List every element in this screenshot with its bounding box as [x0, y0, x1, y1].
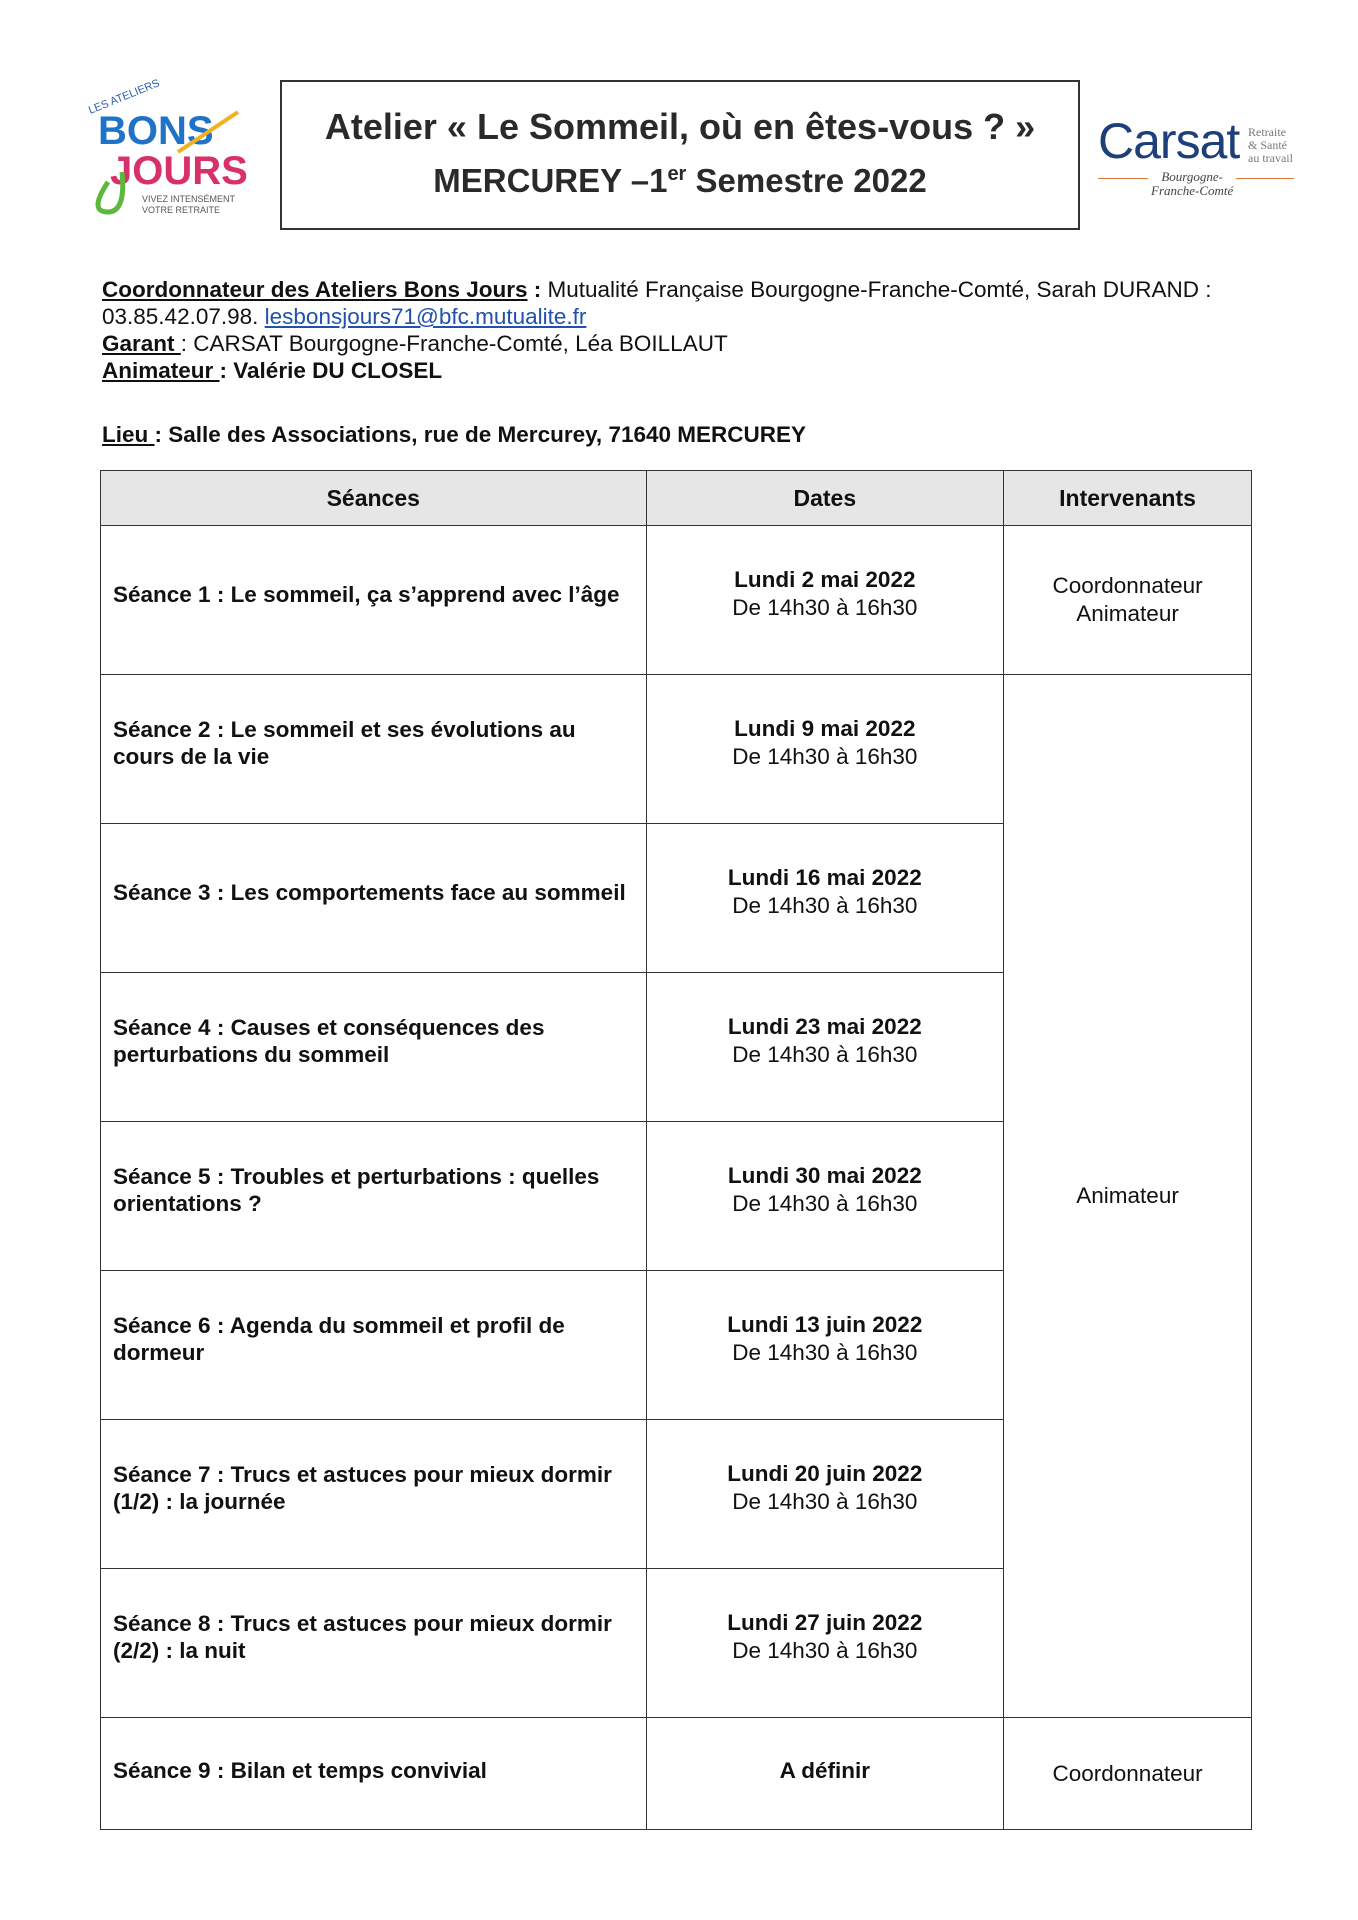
- logo-top-text: LES ATELIERS: [86, 77, 162, 117]
- animateur-line: Animateur : Valérie DU CLOSEL: [102, 358, 443, 383]
- table-row: [101, 526, 1252, 675]
- logo-brand-line1: BONS: [98, 109, 214, 153]
- bons-jours-logo: [78, 72, 258, 222]
- carsat-region: Bourgogne- Franche-Comté: [1148, 170, 1236, 198]
- header-seances: Séances: [101, 471, 647, 526]
- header-dates: Dates: [646, 471, 1004, 526]
- page-subtitle: MERCUREY –1er Semestre 2022: [433, 162, 927, 199]
- logo-tagline1: VIVEZ INTENSÉMENT: [142, 194, 236, 204]
- email-link[interactable]: lesbonsjours71@bfc.mutualite.fr: [264, 304, 587, 329]
- date-cell: Lundi 9 mai 2022 De 14h30 à 16h30: [646, 675, 1004, 824]
- session-cell: Séance 5 : Troubles et perturbations : quelles orientations ?: [101, 1122, 647, 1271]
- logo-brand-line2: JOURS: [110, 149, 248, 193]
- table-row: [101, 1718, 1252, 1830]
- session-cell: Séance 2 : Le sommeil et ses évolutions au cours de la vie: [101, 675, 647, 824]
- intervenant-cell: Animateur: [1004, 675, 1252, 1718]
- lieu-line: Lieu : Salle des Associations, rue de Mercurey, 71640 MERCUREY: [102, 422, 807, 447]
- date-cell: Lundi 27 juin 2022 De 14h30 à 16h30: [646, 1569, 1004, 1718]
- page-title: Atelier « Le Sommeil, où en êtes-vous ? »: [324, 106, 1036, 147]
- session-cell: Séance 1 : Le sommeil, ça s’apprend avec l’âge: [101, 526, 647, 675]
- carsat-side-text: Retraite & Santé au travail: [1248, 125, 1293, 165]
- logo-tagline2: VOTRE RETRAITE: [142, 205, 221, 215]
- table-header-row: [101, 471, 1252, 526]
- carsat-logo: [1098, 112, 1298, 207]
- garant-line: Garant : CARSAT Bourgogne-Franche-Comté, Léa BOILLAUT: [102, 331, 728, 356]
- intervenant-cell: Coordonnateur: [1004, 1718, 1252, 1830]
- table-row: [101, 675, 1252, 824]
- date-cell: Lundi 20 juin 2022 De 14h30 à 16h30: [646, 1420, 1004, 1569]
- date-cell: Lundi 13 juin 2022 De 14h30 à 16h30: [646, 1271, 1004, 1420]
- coordinator-line: Coordonnateur des Ateliers Bons Jours : Mutualité Française Bourgogne-Franche-Comté, Sarah DURAND : 03.85.42.07.98. lesbonsjours71@bfc.mutualite.fr: [102, 277, 1212, 329]
- header-intervenants: Intervenants: [1004, 471, 1252, 526]
- session-cell: Séance 4 : Causes et conséquences des perturbations du sommeil: [101, 973, 647, 1122]
- carsat-brand: Carsat: [1098, 113, 1240, 169]
- date-cell: Lundi 2 mai 2022 De 14h30 à 16h30: [646, 526, 1004, 675]
- session-cell: Séance 7 : Trucs et astuces pour mieux dormir (1/2) : la journée: [101, 1420, 647, 1569]
- session-cell: Séance 9 : Bilan et temps convivial: [101, 1718, 647, 1830]
- session-cell: Séance 3 : Les comportements face au sommeil: [101, 824, 647, 973]
- intervenant-cell: Coordonnateur Animateur: [1004, 526, 1252, 675]
- schedule-table: [100, 470, 1252, 1830]
- date-cell: Lundi 30 mai 2022 De 14h30 à 16h30: [646, 1122, 1004, 1271]
- session-cell: Séance 8 : Trucs et astuces pour mieux dormir (2/2) : la nuit: [101, 1569, 647, 1718]
- date-cell: A définir: [646, 1718, 1004, 1830]
- title-box: [280, 80, 1080, 230]
- session-cell: Séance 6 : Agenda du sommeil et profil de dormeur: [101, 1271, 647, 1420]
- date-cell: Lundi 16 mai 2022 De 14h30 à 16h30: [646, 824, 1004, 973]
- date-cell: Lundi 23 mai 2022 De 14h30 à 16h30: [646, 973, 1004, 1122]
- info-block: [102, 276, 1252, 384]
